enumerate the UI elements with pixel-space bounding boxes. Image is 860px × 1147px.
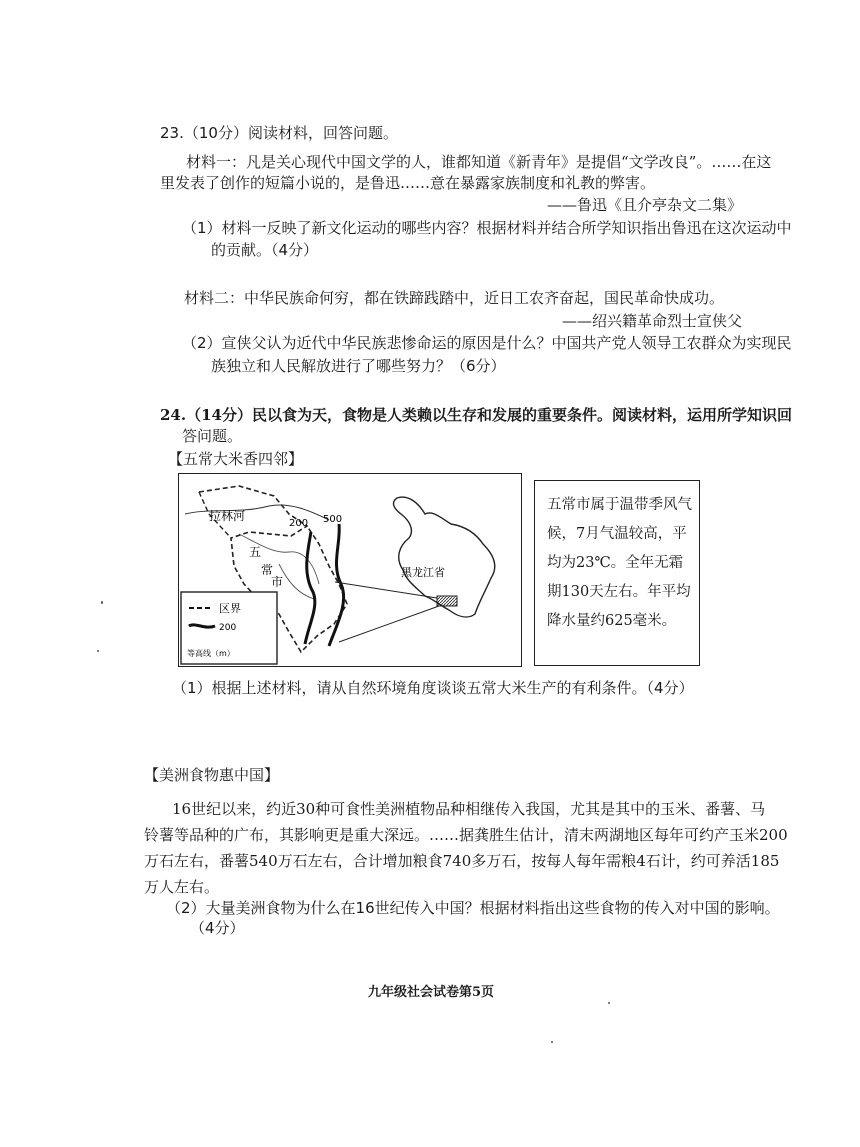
legend-boundary-label: 区界 [219,602,241,615]
climate-info-box [534,480,700,666]
q24-sub2-line2: （4分） [190,919,245,937]
q23-material1-line1: 材料一：凡是关心现代中国文学的人，谁都知道《新青年》是提倡“文学改良”。……在这 [186,153,772,171]
map-drawing [179,474,521,666]
scan-speck [97,650,99,652]
contour-500 [329,524,344,646]
wuchang-map [178,473,522,667]
q23-sub2-line2: 族独立和人民解放进行了哪些努力？（6分） [211,357,506,375]
q24-sub2-line1: （2）大量美洲食物为什么在16世纪传入中国？根据材料指出这些食物的传入对中国的影响。 [166,899,780,917]
connector-line-bottom [339,606,439,642]
q24-paragraph-line3: 万石左右，番薯540万石左右，合计增加粮食740多万石，按每人每年需粮4石计，约可养活185 [144,852,780,870]
q23-material1-source: ——鲁迅《且介亭杂文二集》 [546,196,742,214]
q24-header-line2: 答问题。 [182,427,243,445]
legend-caption: 等高线（m） [187,649,235,658]
q24-paragraph-line2: 铃薯等品种的广布，其影响更是重大深远。……据龚胜生估计，清末两湖地区每年可约产玉米200 [144,826,788,844]
q24-section1-title: 【五常大米香四邻】 [168,450,304,468]
q23-material2-source: ——绍兴籍革命烈士宣侠父 [561,312,742,330]
climate-info-text: 五常市属于温带季风气候，7月气温较高，平均为23℃。全年无霜期130天左右。年平均降水量约625毫米。 [547,497,692,629]
contour-500-label: 500 [323,514,343,525]
q23-sub1-line2: 的贡献。（4分） [211,241,319,259]
q23-material1-line2: 里发表了创作的短篇小说的，是鲁迅……意在暴露家族制度和礼教的弊害。 [160,174,656,192]
contour-200 [305,532,315,644]
q23-material2-line: 材料二：中华民族命何穷，都在铁蹄践踏中，近日工农齐奋起，国民革命快成功。 [184,289,725,307]
city-char-1: 五 [249,545,262,559]
q24-paragraph-line4: 万人左右。 [144,878,220,896]
scan-speck [608,1002,610,1004]
q24-paragraph-line1: 16世纪以来，约近30种可食性美洲植物品种相继传入我国，尤其是其中的玉米、番薯、马 [172,800,766,818]
q24-sub1: （1）根据上述材料，请从自然环境角度谈谈五常大米生产的有利条件。（4分） [172,679,694,697]
contour-200-label: 200 [289,518,309,529]
wuchang-marker [437,596,457,606]
city-char-2: 常 [261,563,274,577]
connector-line-top [335,582,437,598]
page-footer: 九年级社会试卷第5页 [368,985,495,1000]
province-label: 黑龙江省 [401,566,445,579]
q24-section2-title: 【美洲食物惠中国】 [144,766,280,784]
legend-contour-label: 200 [219,623,237,633]
city-char-3: 市 [271,575,284,589]
scan-speck [101,601,103,604]
scan-speck [551,1041,553,1043]
q23-sub1-line1: （1）材料一反映了新文化运动的哪些内容？根据材料并结合所学知识指出鲁迅在这次运动中 [182,219,792,237]
river-label: 拉林河 [209,509,246,523]
q23-header: 23.（10分）阅读材料，回答问题。 [160,124,398,142]
q23-sub2-line1: （2）宣侠父认为近代中华民族悲惨命运的原因是什么？中国共产党人领导工农群众为实现民 [182,334,792,352]
q24-header-line1: 24.（14分）民以食为天，食物是人类赖以生存和发展的重要条件。阅读材料，运用所学知识回 [160,406,792,424]
